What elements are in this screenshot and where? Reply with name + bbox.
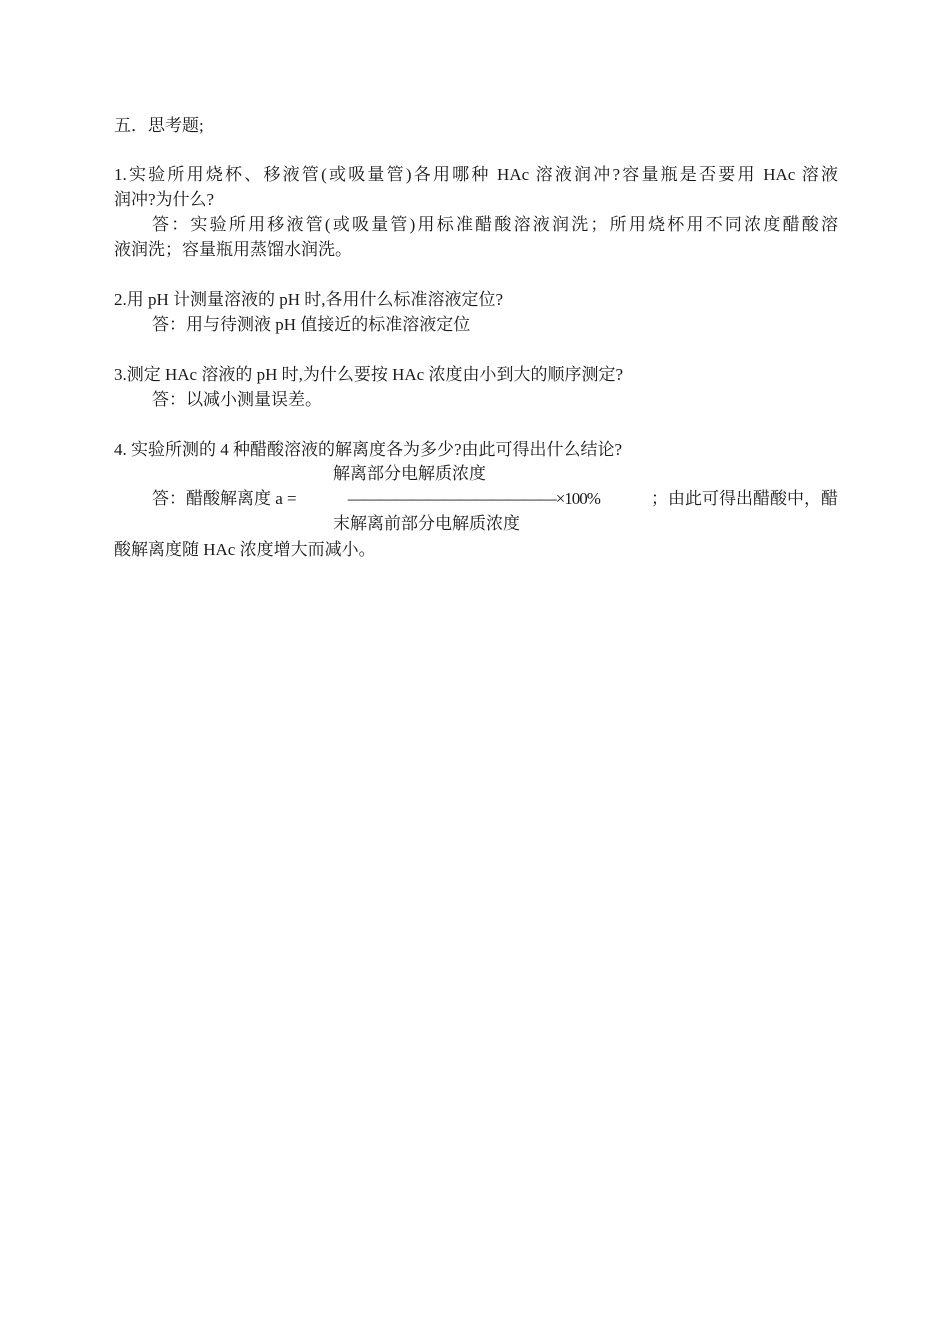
answer-3-line-1: 答：以减小测量误差。 <box>152 390 322 409</box>
formula-prefix: 答：醋酸解离度 a = <box>152 489 297 508</box>
formula-denominator: 末解离前部分电解质浓度 <box>333 514 520 533</box>
formula-suffix: ；由此可得出醋酸中，醋 <box>650 489 838 508</box>
answer-1-line-1: 答：实验所用移液管(或吸量管)用标准醋酸溶液润洗；所用烧杯用不同浓度醋酸溶 <box>152 215 838 234</box>
section-heading: 五．思考题; <box>114 116 204 135</box>
question-2-line-1: 2.用 pH 计测量溶液的 pH 时,各用什么标准溶液定位? <box>114 290 504 309</box>
question-3-line-1: 3.测定 HAc 溶液的 pH 时,为什么要按 HAc 浓度由小到大的顺序测定? <box>114 365 624 384</box>
question-1-line-2: 润冲?为什么? <box>114 190 215 209</box>
formula-numerator: 解离部分电解质浓度 <box>333 464 486 483</box>
question-4-line-1: 4. 实验所测的 4 种醋酸溶液的解离度各为多少?由此可得出什么结论? <box>114 440 623 459</box>
answer-4-line-2: 酸解离度随 HAc 浓度增大而减小。 <box>114 540 376 559</box>
formula-row <box>152 487 838 511</box>
question-1-line-1: 1.实验所用烧杯、移液管(或吸量管)各用哪种 HAc 溶液润冲?容量瓶是否要用 HAc 溶液 <box>114 165 838 184</box>
answer-2-line-1: 答：用与待测液 pH 值接近的标准溶液定位 <box>152 315 471 334</box>
formula-fraction-bar: —————————————×100% <box>347 489 600 508</box>
answer-1-line-2: 液润洗；容量瓶用蒸馏水润洗。 <box>114 240 352 259</box>
